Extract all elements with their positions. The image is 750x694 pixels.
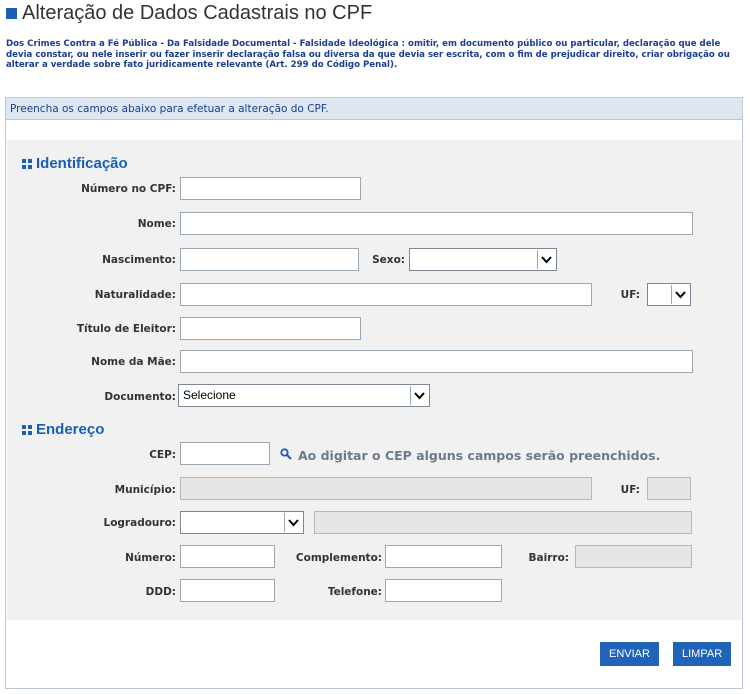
nome-mae-input[interactable] — [180, 350, 693, 373]
naturalidade-label: Naturalidade: — [94, 289, 176, 301]
titulo-eleitor-label: Título de Eleitor: — [76, 323, 176, 335]
sexo-label: Sexo: — [372, 254, 405, 266]
municipio-label: Município: — [114, 484, 176, 496]
section-grid-icon — [22, 159, 32, 169]
sexo-select[interactable] — [409, 248, 557, 271]
nascimento-input[interactable] — [180, 248, 359, 271]
cep-hint-text: Ao digitar o CEP alguns campos serão preenchidos. — [298, 448, 661, 463]
endereco-uf-label: UF: — [620, 484, 640, 496]
documento-select[interactable] — [178, 384, 430, 407]
nome-input[interactable] — [180, 212, 693, 235]
section-title: Endereço — [36, 421, 105, 438]
bairro-input — [575, 545, 692, 568]
section-endereco — [22, 421, 104, 438]
titulo-eleitor-input[interactable] — [180, 317, 361, 340]
municipio-input — [180, 477, 592, 500]
nome-label: Nome: — [137, 218, 176, 230]
dropdown-caret-icon — [671, 285, 689, 304]
numero-input[interactable] — [180, 545, 275, 568]
cpf-input[interactable] — [180, 177, 361, 200]
logradouro-label: Logradouro: — [103, 517, 176, 529]
naturalidade-uf-select[interactable] — [647, 283, 691, 306]
numero-label: Número: — [125, 552, 176, 564]
documento-label: Documento: — [104, 391, 176, 403]
cep-label: CEP: — [149, 449, 176, 461]
nascimento-label: Nascimento: — [102, 254, 176, 266]
logradouro-input — [314, 511, 692, 534]
telefone-input[interactable] — [385, 579, 502, 602]
section-identificacao — [22, 155, 128, 172]
endereco-uf-input — [647, 477, 691, 500]
complemento-input[interactable] — [385, 545, 502, 568]
complemento-label: Complemento: — [295, 552, 382, 564]
ddd-label: DDD: — [145, 586, 176, 598]
section-title: Identificação — [36, 155, 128, 172]
search-icon[interactable] — [280, 448, 298, 463]
dropdown-caret-icon — [410, 386, 428, 405]
limpar-button[interactable]: LIMPAR — [673, 642, 731, 666]
page-title — [6, 2, 372, 25]
ddd-input[interactable] — [180, 579, 275, 602]
naturalidade-uf-label: UF: — [620, 289, 640, 301]
nome-mae-label: Nome da Mãe: — [91, 356, 176, 368]
dropdown-caret-icon — [537, 250, 555, 269]
section-grid-icon — [22, 425, 32, 435]
title-square-icon — [6, 8, 17, 19]
form-header: Preencha os campos abaixo para efetuar a alteração do CPF. — [6, 98, 742, 120]
cep-input[interactable] — [180, 442, 270, 465]
cep-hint — [280, 448, 660, 463]
bairro-label: Bairro: — [528, 552, 569, 564]
legal-warning: Dos Crimes Contra a Fé Pública - Da Falsidade Documental - Falsidade Ideológica : omitir, em documento público ou particular, declaração que dele devia constar, ou nele inserir ou fazer inserir declaração falsa ou diversa da que devia ser escrita, com o fim de prejudicar direito, criar obrigação ou alterar a verdade sobre fato juridicamente relevante (Art. 299 do Código Penal). — [6, 39, 730, 71]
cpf-label: Número no CPF: — [81, 183, 176, 195]
telefone-label: Telefone: — [327, 586, 382, 598]
page-title-text: Alteração de Dados Cadastrais no CPF — [22, 2, 373, 24]
naturalidade-input[interactable] — [180, 283, 592, 306]
dropdown-caret-icon — [284, 513, 302, 532]
logradouro-tipo-select[interactable] — [180, 511, 304, 534]
documento-select-value: Selecione — [183, 388, 236, 402]
enviar-button[interactable]: ENVIAR — [600, 642, 659, 666]
